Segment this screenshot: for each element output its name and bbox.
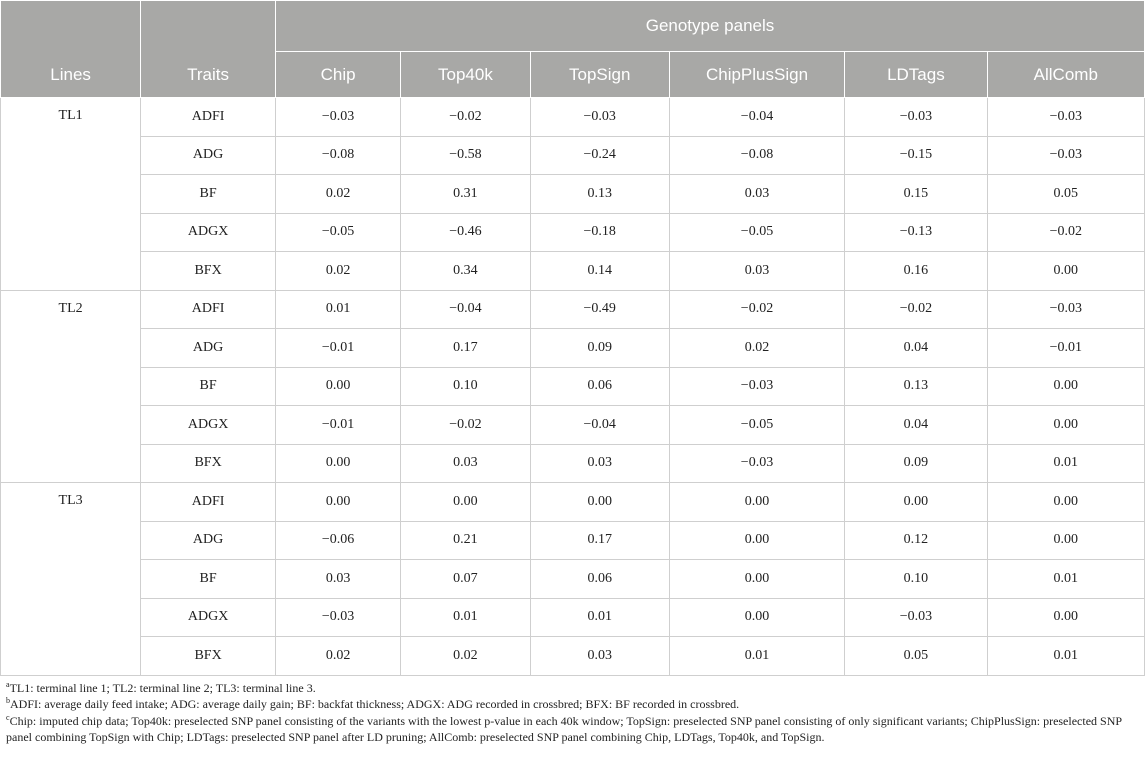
trait-cell: ADFI <box>141 290 276 329</box>
table-footnotes <box>0 676 1145 746</box>
value-cell: 0.17 <box>401 329 530 368</box>
value-cell: 0.00 <box>987 598 1144 637</box>
table-row <box>1 367 1145 406</box>
value-cell: 0.05 <box>987 175 1144 214</box>
trait-cell: ADGX <box>141 406 276 445</box>
panel-header-topsign: TopSign <box>530 52 669 98</box>
value-cell: −0.03 <box>276 598 401 637</box>
table-header <box>1 1 1145 98</box>
value-cell: 0.00 <box>669 598 844 637</box>
value-cell: 0.05 <box>845 637 987 676</box>
value-cell: 0.01 <box>987 560 1144 599</box>
table-row <box>1 521 1145 560</box>
line-cell: TL2 <box>1 290 141 483</box>
table-body <box>1 98 1145 676</box>
value-cell: 0.02 <box>669 329 844 368</box>
value-cell: −0.04 <box>669 98 844 137</box>
trait-cell: ADFI <box>141 98 276 137</box>
value-cell: 0.02 <box>401 637 530 676</box>
line-cell: TL3 <box>1 483 141 676</box>
trait-cell: BFX <box>141 444 276 483</box>
value-cell: 0.03 <box>669 252 844 291</box>
value-cell: −0.05 <box>669 406 844 445</box>
value-cell: −0.01 <box>276 406 401 445</box>
value-cell: 0.01 <box>987 444 1144 483</box>
value-cell: 0.06 <box>530 367 669 406</box>
value-cell: −0.13 <box>845 213 987 252</box>
footnote-mark: a <box>6 679 10 689</box>
value-cell: 0.09 <box>845 444 987 483</box>
value-cell: −0.02 <box>845 290 987 329</box>
value-cell: −0.18 <box>530 213 669 252</box>
footnote-mark: b <box>6 696 10 705</box>
value-cell: −0.03 <box>987 98 1144 137</box>
value-cell: −0.03 <box>276 98 401 137</box>
value-cell: 0.10 <box>845 560 987 599</box>
value-cell: −0.04 <box>401 290 530 329</box>
value-cell: 0.00 <box>276 444 401 483</box>
table-row <box>1 483 1145 522</box>
trait-cell: ADG <box>141 136 276 175</box>
value-cell: −0.03 <box>845 98 987 137</box>
value-cell: −0.02 <box>669 290 844 329</box>
value-cell: −0.01 <box>276 329 401 368</box>
panel-header-ldtags: LDTags <box>845 52 987 98</box>
value-cell: 0.03 <box>669 175 844 214</box>
value-cell: 0.00 <box>845 483 987 522</box>
trait-cell: BF <box>141 560 276 599</box>
value-cell: 0.00 <box>987 521 1144 560</box>
trait-cell: ADG <box>141 329 276 368</box>
value-cell: 0.00 <box>987 406 1144 445</box>
value-cell: −0.03 <box>845 598 987 637</box>
value-cell: 0.03 <box>530 444 669 483</box>
value-cell: −0.05 <box>669 213 844 252</box>
value-cell: 0.02 <box>276 637 401 676</box>
footnote-mark: c <box>6 712 10 722</box>
value-cell: 0.14 <box>530 252 669 291</box>
value-cell: −0.02 <box>401 406 530 445</box>
value-cell: 0.00 <box>276 483 401 522</box>
value-cell: −0.03 <box>530 98 669 137</box>
table-row <box>1 98 1145 137</box>
value-cell: −0.03 <box>987 136 1144 175</box>
footnote-text: ADFI: average daily feed intake; ADG: average daily gain; BF: backfat thickness; ADGX: ADG recorded in crossbred; BFX: BF recorded in crossbred. <box>10 697 740 711</box>
footnote-b <box>6 696 1139 713</box>
value-cell: 0.00 <box>530 483 669 522</box>
value-cell: 0.21 <box>401 521 530 560</box>
value-cell: 0.00 <box>276 367 401 406</box>
footnote-text: TL1: terminal line 1; TL2: terminal line 2; TL3: terminal line 3. <box>9 680 316 695</box>
value-cell: 0.13 <box>845 367 987 406</box>
value-cell: 0.00 <box>987 252 1144 291</box>
value-cell: 0.04 <box>845 406 987 445</box>
footnote-c <box>6 713 1139 746</box>
table-row <box>1 598 1145 637</box>
table-row <box>1 637 1145 676</box>
trait-cell: BFX <box>141 637 276 676</box>
value-cell: 0.03 <box>401 444 530 483</box>
value-cell: −0.03 <box>987 290 1144 329</box>
value-cell: 0.01 <box>530 598 669 637</box>
value-cell: 0.03 <box>276 560 401 599</box>
trait-cell: BFX <box>141 252 276 291</box>
value-cell: 0.06 <box>530 560 669 599</box>
value-cell: 0.00 <box>669 483 844 522</box>
trait-cell: ADG <box>141 521 276 560</box>
footnote-text: Chip: imputed chip data; Top40k: preselected SNP panel consisting of the variants with the lowest p-value in each 40k window; TopSign: preselected SNP panel consisting of only significant variants; ChipPlusSign: preselected SNP panel combining TopSign with Chip; LDTags: preselected SNP panel after LD pruning; AllComb: preselected SNP panel combining Chip, LDTags, Top40k, and TopSign. <box>6 713 1122 744</box>
panel-header-top40k: Top40k <box>401 52 530 98</box>
value-cell: 0.34 <box>401 252 530 291</box>
value-cell: 0.00 <box>669 560 844 599</box>
value-cell: 0.01 <box>276 290 401 329</box>
value-cell: 0.07 <box>401 560 530 599</box>
value-cell: 0.03 <box>530 637 669 676</box>
value-cell: −0.46 <box>401 213 530 252</box>
value-cell: 0.01 <box>401 598 530 637</box>
value-cell: −0.05 <box>276 213 401 252</box>
trait-cell: BF <box>141 367 276 406</box>
value-cell: 0.16 <box>845 252 987 291</box>
value-cell: 0.00 <box>669 521 844 560</box>
value-cell: 0.15 <box>845 175 987 214</box>
table-row <box>1 252 1145 291</box>
table-row <box>1 444 1145 483</box>
value-cell: 0.13 <box>530 175 669 214</box>
footnote-a <box>6 680 1139 697</box>
value-cell: −0.58 <box>401 136 530 175</box>
value-cell: 0.17 <box>530 521 669 560</box>
table-row <box>1 175 1145 214</box>
table-row <box>1 290 1145 329</box>
value-cell: −0.02 <box>987 213 1144 252</box>
table-row <box>1 329 1145 368</box>
value-cell: −0.04 <box>530 406 669 445</box>
genotype-panels-header: Genotype panels <box>276 1 1145 52</box>
value-cell: 0.09 <box>530 329 669 368</box>
trait-cell: ADGX <box>141 213 276 252</box>
value-cell: −0.03 <box>669 444 844 483</box>
value-cell: 0.00 <box>987 367 1144 406</box>
value-cell: 0.00 <box>401 483 530 522</box>
table-row <box>1 406 1145 445</box>
line-cell: TL1 <box>1 98 141 291</box>
value-cell: 0.00 <box>987 483 1144 522</box>
value-cell: 0.04 <box>845 329 987 368</box>
value-cell: −0.49 <box>530 290 669 329</box>
table-row <box>1 560 1145 599</box>
value-cell: −0.08 <box>669 136 844 175</box>
value-cell: 0.01 <box>987 637 1144 676</box>
value-cell: −0.06 <box>276 521 401 560</box>
panel-header-chip: Chip <box>276 52 401 98</box>
traits-header: Traits <box>141 1 276 98</box>
value-cell: −0.15 <box>845 136 987 175</box>
trait-cell: ADGX <box>141 598 276 637</box>
value-cell: 0.10 <box>401 367 530 406</box>
value-cell: −0.01 <box>987 329 1144 368</box>
value-cell: 0.01 <box>669 637 844 676</box>
panel-header-allcomb: AllComb <box>987 52 1144 98</box>
table-row <box>1 136 1145 175</box>
value-cell: 0.02 <box>276 252 401 291</box>
value-cell: 0.02 <box>276 175 401 214</box>
value-cell: −0.02 <box>401 98 530 137</box>
value-cell: −0.03 <box>669 367 844 406</box>
table-row <box>1 213 1145 252</box>
trait-cell: BF <box>141 175 276 214</box>
trait-cell: ADFI <box>141 483 276 522</box>
value-cell: 0.31 <box>401 175 530 214</box>
value-cell: −0.08 <box>276 136 401 175</box>
lines-header: Lines <box>1 1 141 98</box>
value-cell: 0.12 <box>845 521 987 560</box>
panel-header-chipplussign: ChipPlusSign <box>669 52 844 98</box>
value-cell: −0.24 <box>530 136 669 175</box>
